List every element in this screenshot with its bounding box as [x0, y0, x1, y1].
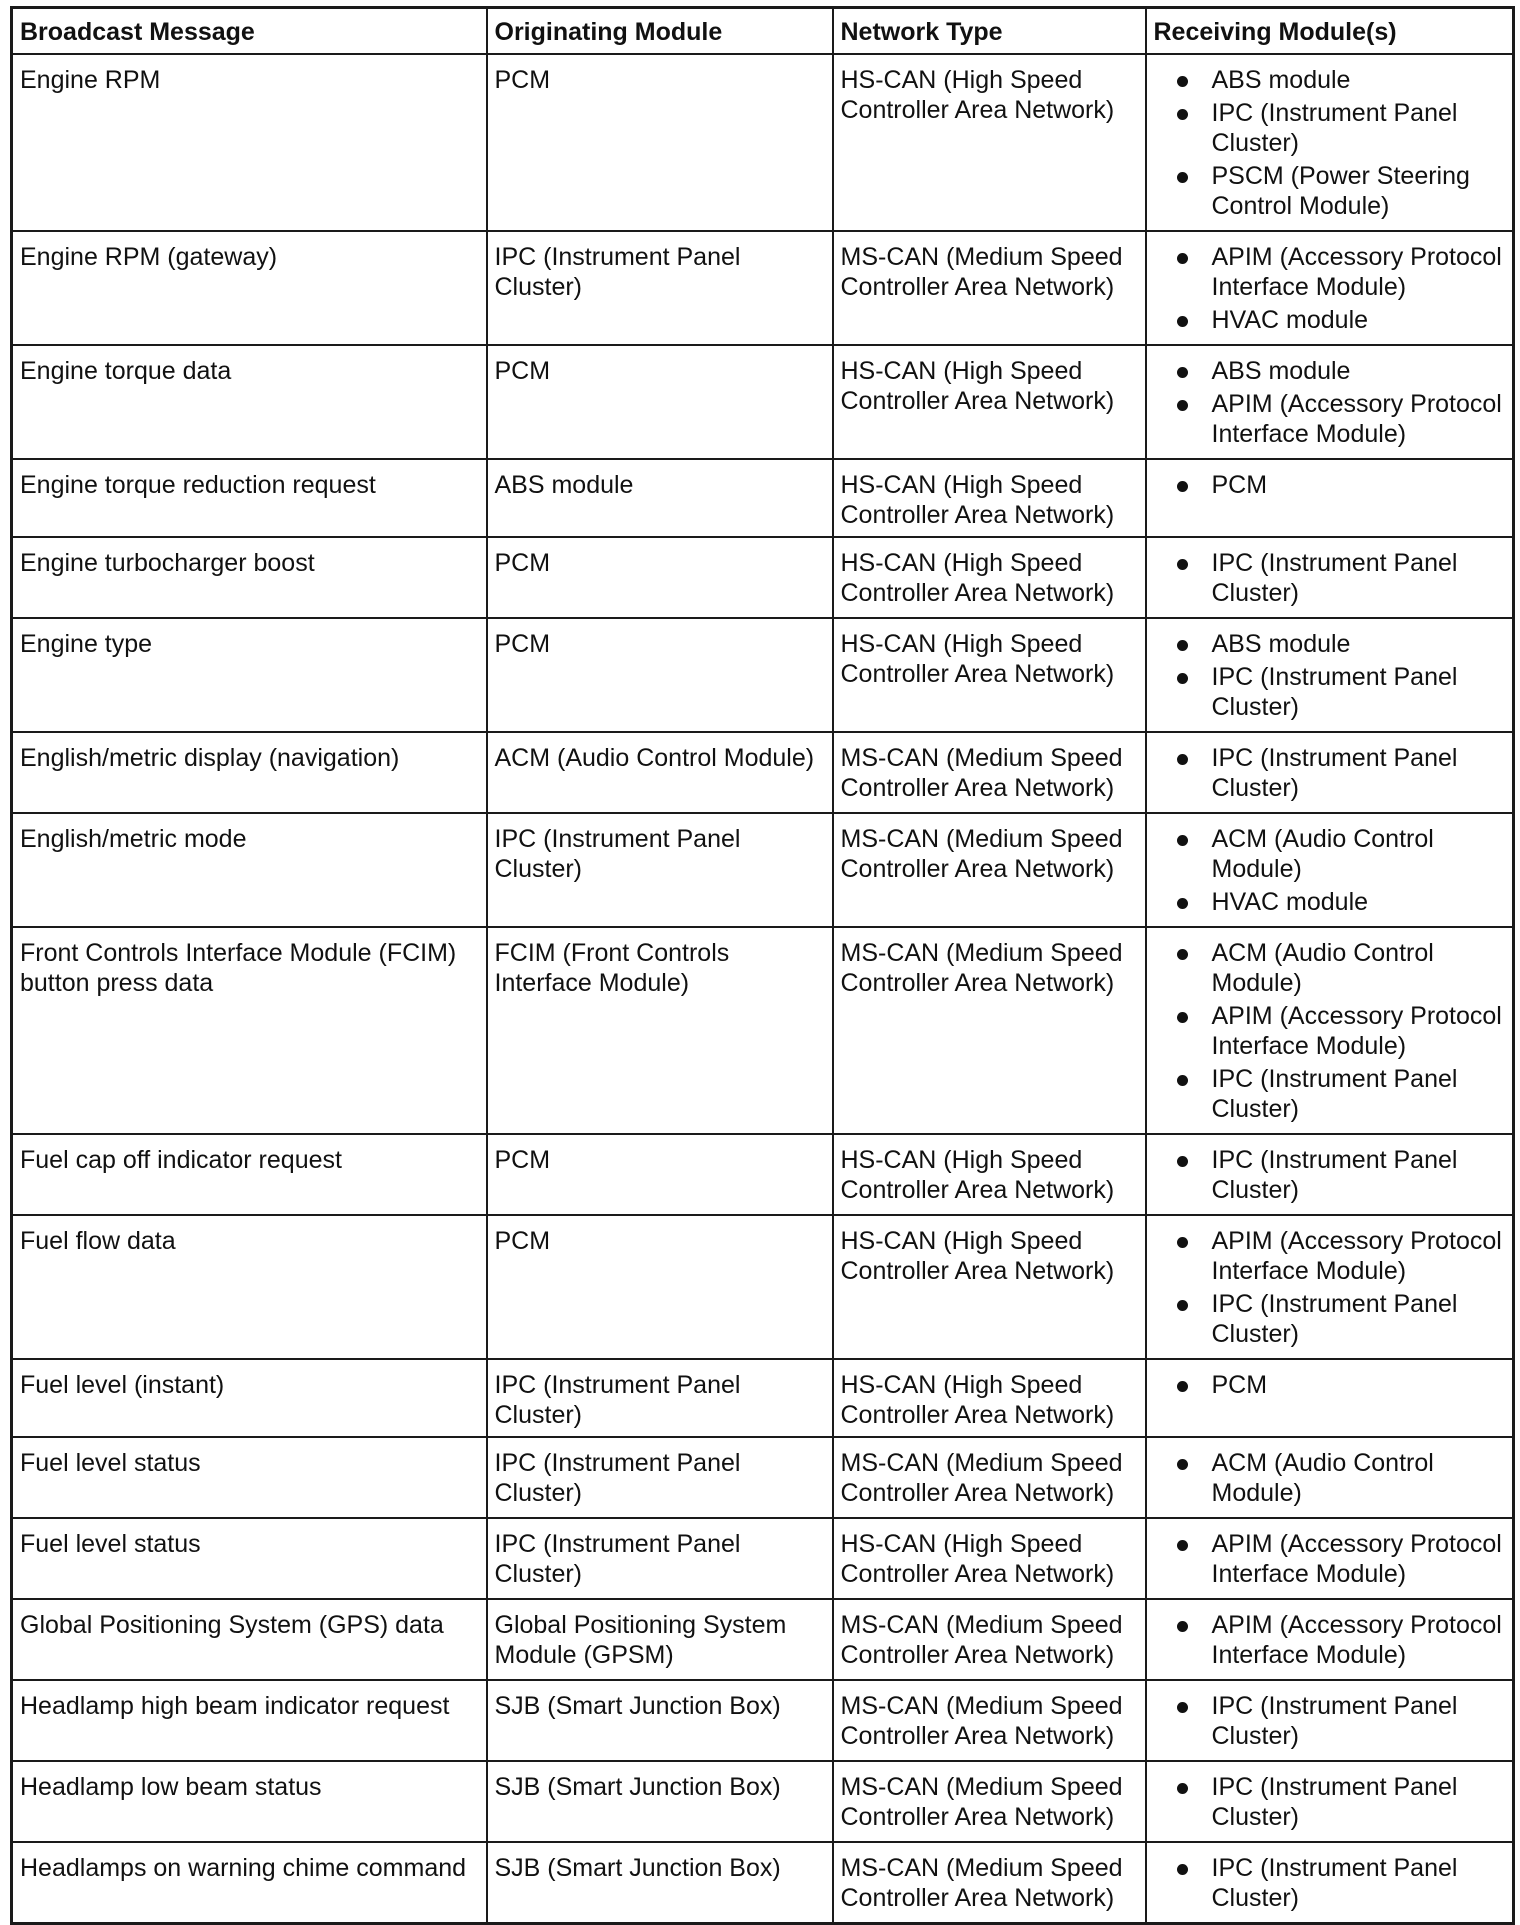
- table-row: [12, 813, 1514, 927]
- network-type-cell: HS-CAN (High Speed Controller Area Network): [833, 459, 1146, 537]
- network-type-cell: MS-CAN (Medium Speed Controller Area Network): [833, 1680, 1146, 1761]
- receiving-modules-list: [1154, 1370, 1507, 1400]
- network-type-cell: MS-CAN (Medium Speed Controller Area Network): [833, 1437, 1146, 1518]
- receiving-modules-cell: [1146, 1215, 1514, 1359]
- broadcast-message-cell: Fuel level (instant): [12, 1359, 487, 1437]
- table-row: [12, 1359, 1514, 1437]
- receiving-modules-list: [1154, 470, 1507, 500]
- receiving-modules-list: [1154, 1772, 1507, 1832]
- broadcast-message-cell: Fuel flow data: [12, 1215, 487, 1359]
- receiving-modules-cell: [1146, 732, 1514, 813]
- originating-module-cell: ABS module: [487, 459, 833, 537]
- broadcast-message-cell: Engine torque data: [12, 345, 487, 459]
- receiving-modules-list: [1154, 65, 1507, 221]
- network-type-cell: MS-CAN (Medium Speed Controller Area Network): [833, 231, 1146, 345]
- broadcast-message-cell: Engine RPM (gateway): [12, 231, 487, 345]
- network-type-cell: HS-CAN (High Speed Controller Area Network): [833, 537, 1146, 618]
- network-type-cell: HS-CAN (High Speed Controller Area Network): [833, 54, 1146, 231]
- network-type-cell: MS-CAN (Medium Speed Controller Area Network): [833, 927, 1146, 1134]
- broadcast-message-cell: Engine turbocharger boost: [12, 537, 487, 618]
- broadcast-message-cell: English/metric mode: [12, 813, 487, 927]
- table-row: [12, 459, 1514, 537]
- broadcast-message-cell: Engine RPM: [12, 54, 487, 231]
- broadcast-message-cell: Global Positioning System (GPS) data: [12, 1599, 487, 1680]
- header-network-type: Network Type: [833, 8, 1146, 55]
- table-row: [12, 54, 1514, 231]
- header-broadcast-message: Broadcast Message: [12, 8, 487, 55]
- receiving-modules-cell: [1146, 1761, 1514, 1842]
- receiving-module-item: ACM (Audio Control Module): [1154, 938, 1507, 998]
- receiving-modules-cell: [1146, 618, 1514, 732]
- table-row: [12, 1518, 1514, 1599]
- receiving-module-item: APIM (Accessory Protocol Interface Module): [1154, 1226, 1507, 1286]
- receiving-modules-list: [1154, 1448, 1507, 1508]
- originating-module-cell: ACM (Audio Control Module): [487, 732, 833, 813]
- receiving-module-item: IPC (Instrument Panel Cluster): [1154, 548, 1507, 608]
- network-type-cell: MS-CAN (Medium Speed Controller Area Network): [833, 813, 1146, 927]
- receiving-modules-list: [1154, 938, 1507, 1124]
- broadcast-message-cell: Engine torque reduction request: [12, 459, 487, 537]
- originating-module-cell: FCIM (Front Controls Interface Module): [487, 927, 833, 1134]
- receiving-modules-cell: [1146, 813, 1514, 927]
- receiving-module-item: IPC (Instrument Panel Cluster): [1154, 1064, 1507, 1124]
- broadcast-message-cell: English/metric display (navigation): [12, 732, 487, 813]
- receiving-module-item: IPC (Instrument Panel Cluster): [1154, 662, 1507, 722]
- receiving-module-item: PSCM (Power Steering Control Module): [1154, 161, 1507, 221]
- originating-module-cell: IPC (Instrument Panel Cluster): [487, 1437, 833, 1518]
- receiving-module-item: ABS module: [1154, 629, 1507, 659]
- receiving-module-item: HVAC module: [1154, 887, 1507, 917]
- receiving-module-item: IPC (Instrument Panel Cluster): [1154, 1289, 1507, 1349]
- receiving-module-item: PCM: [1154, 1370, 1507, 1400]
- receiving-modules-cell: [1146, 231, 1514, 345]
- broadcast-message-cell: Engine type: [12, 618, 487, 732]
- receiving-modules-list: [1154, 1145, 1507, 1205]
- receiving-module-item: IPC (Instrument Panel Cluster): [1154, 743, 1507, 803]
- receiving-modules-list: [1154, 1691, 1507, 1751]
- network-type-cell: MS-CAN (Medium Speed Controller Area Network): [833, 1761, 1146, 1842]
- receiving-modules-cell: [1146, 459, 1514, 537]
- receiving-modules-list: [1154, 242, 1507, 335]
- receiving-modules-list: [1154, 548, 1507, 608]
- broadcast-message-cell: Headlamp high beam indicator request: [12, 1680, 487, 1761]
- broadcast-message-cell: Front Controls Interface Module (FCIM) button press data: [12, 927, 487, 1134]
- table-row: [12, 618, 1514, 732]
- receiving-modules-cell: [1146, 1359, 1514, 1437]
- originating-module-cell: SJB (Smart Junction Box): [487, 1842, 833, 1924]
- receiving-module-item: IPC (Instrument Panel Cluster): [1154, 1145, 1507, 1205]
- receiving-modules-cell: [1146, 1599, 1514, 1680]
- originating-module-cell: IPC (Instrument Panel Cluster): [487, 1518, 833, 1599]
- table-row: [12, 1842, 1514, 1924]
- receiving-module-item: PCM: [1154, 470, 1507, 500]
- network-type-cell: MS-CAN (Medium Speed Controller Area Network): [833, 732, 1146, 813]
- header-row: [12, 8, 1514, 55]
- receiving-modules-cell: [1146, 1518, 1514, 1599]
- originating-module-cell: SJB (Smart Junction Box): [487, 1761, 833, 1842]
- originating-module-cell: PCM: [487, 537, 833, 618]
- table-row: [12, 1761, 1514, 1842]
- receiving-module-item: IPC (Instrument Panel Cluster): [1154, 1772, 1507, 1832]
- receiving-module-item: IPC (Instrument Panel Cluster): [1154, 1691, 1507, 1751]
- table-row: [12, 1134, 1514, 1215]
- network-type-cell: HS-CAN (High Speed Controller Area Network): [833, 1215, 1146, 1359]
- originating-module-cell: IPC (Instrument Panel Cluster): [487, 231, 833, 345]
- originating-module-cell: PCM: [487, 1215, 833, 1359]
- network-type-cell: HS-CAN (High Speed Controller Area Network): [833, 1518, 1146, 1599]
- header-receiving-modules: Receiving Module(s): [1146, 8, 1514, 55]
- originating-module-cell: SJB (Smart Junction Box): [487, 1680, 833, 1761]
- table-row: [12, 1680, 1514, 1761]
- originating-module-cell: PCM: [487, 1134, 833, 1215]
- receiving-modules-cell: [1146, 537, 1514, 618]
- table-row: [12, 537, 1514, 618]
- receiving-module-item: ACM (Audio Control Module): [1154, 824, 1507, 884]
- table-body: [12, 54, 1514, 1924]
- receiving-modules-cell: [1146, 1437, 1514, 1518]
- network-type-cell: HS-CAN (High Speed Controller Area Network): [833, 345, 1146, 459]
- network-type-cell: HS-CAN (High Speed Controller Area Network): [833, 1359, 1146, 1437]
- broadcast-message-cell: Headlamp low beam status: [12, 1761, 487, 1842]
- originating-module-cell: Global Positioning System Module (GPSM): [487, 1599, 833, 1680]
- receiving-modules-list: [1154, 1853, 1507, 1913]
- network-type-cell: MS-CAN (Medium Speed Controller Area Network): [833, 1842, 1146, 1924]
- receiving-modules-cell: [1146, 1134, 1514, 1215]
- receiving-module-item: APIM (Accessory Protocol Interface Module): [1154, 1610, 1507, 1670]
- receiving-module-item: HVAC module: [1154, 305, 1507, 335]
- receiving-module-item: ABS module: [1154, 65, 1507, 95]
- receiving-modules-cell: [1146, 1680, 1514, 1761]
- table-row: [12, 1599, 1514, 1680]
- receiving-modules-list: [1154, 1610, 1507, 1670]
- table-row: [12, 345, 1514, 459]
- broadcast-message-cell: Fuel cap off indicator request: [12, 1134, 487, 1215]
- broadcast-message-cell: Headlamps on warning chime command: [12, 1842, 487, 1924]
- receiving-module-item: ACM (Audio Control Module): [1154, 1448, 1507, 1508]
- broadcast-message-cell: Fuel level status: [12, 1437, 487, 1518]
- originating-module-cell: PCM: [487, 345, 833, 459]
- receiving-modules-cell: [1146, 927, 1514, 1134]
- receiving-module-item: APIM (Accessory Protocol Interface Module): [1154, 1001, 1507, 1061]
- receiving-modules-list: [1154, 1529, 1507, 1589]
- header-originating-module: Originating Module: [487, 8, 833, 55]
- table-row: [12, 927, 1514, 1134]
- receiving-modules-list: [1154, 824, 1507, 917]
- originating-module-cell: IPC (Instrument Panel Cluster): [487, 1359, 833, 1437]
- network-type-cell: MS-CAN (Medium Speed Controller Area Network): [833, 1599, 1146, 1680]
- receiving-module-item: APIM (Accessory Protocol Interface Module): [1154, 242, 1507, 302]
- table-row: [12, 1215, 1514, 1359]
- receiving-module-item: ABS module: [1154, 356, 1507, 386]
- receiving-modules-cell: [1146, 54, 1514, 231]
- table-row: [12, 732, 1514, 813]
- receiving-module-item: APIM (Accessory Protocol Interface Module): [1154, 1529, 1507, 1589]
- originating-module-cell: IPC (Instrument Panel Cluster): [487, 813, 833, 927]
- receiving-modules-list: [1154, 629, 1507, 722]
- receiving-modules-cell: [1146, 345, 1514, 459]
- broadcast-message-cell: Fuel level status: [12, 1518, 487, 1599]
- broadcast-message-table: [10, 6, 1515, 1925]
- receiving-modules-list: [1154, 356, 1507, 449]
- receiving-module-item: APIM (Accessory Protocol Interface Module): [1154, 389, 1507, 449]
- receiving-modules-cell: [1146, 1842, 1514, 1924]
- receiving-modules-list: [1154, 1226, 1507, 1349]
- table-row: [12, 231, 1514, 345]
- receiving-module-item: IPC (Instrument Panel Cluster): [1154, 1853, 1507, 1913]
- originating-module-cell: PCM: [487, 618, 833, 732]
- receiving-module-item: IPC (Instrument Panel Cluster): [1154, 98, 1507, 158]
- receiving-modules-list: [1154, 743, 1507, 803]
- table-row: [12, 1437, 1514, 1518]
- network-type-cell: HS-CAN (High Speed Controller Area Network): [833, 618, 1146, 732]
- network-type-cell: HS-CAN (High Speed Controller Area Network): [833, 1134, 1146, 1215]
- originating-module-cell: PCM: [487, 54, 833, 231]
